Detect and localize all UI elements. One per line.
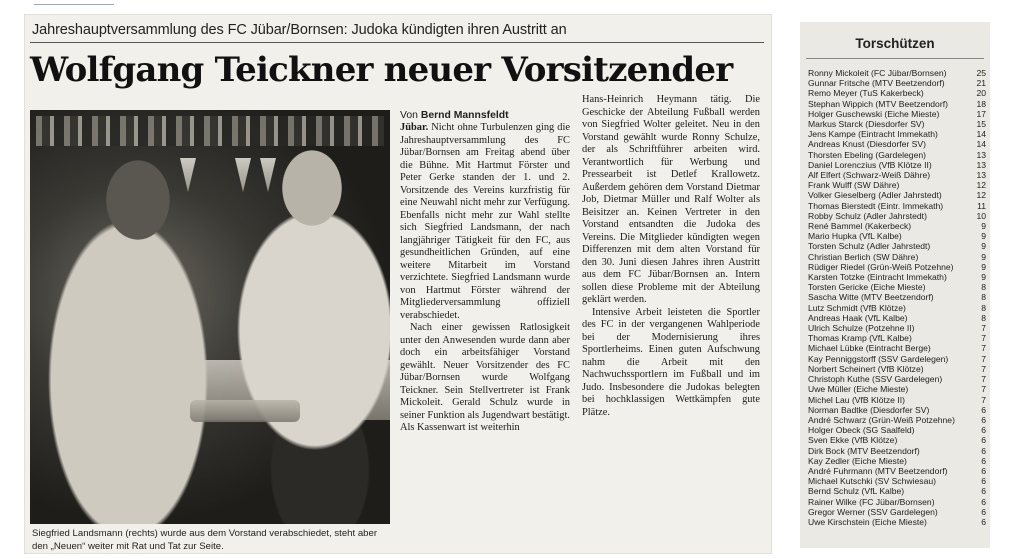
scorer-row [808,129,986,139]
scorer-row [808,221,986,231]
scorer-row [808,395,986,405]
scorer-row [808,150,986,160]
scorer-goals: 9 [981,241,986,252]
scorer-row [808,425,986,435]
scorer-goals: 13 [976,170,986,181]
scorer-name: Mario Hupka (VfL Kalbe) [808,231,902,242]
scorer-goals: 6 [981,476,986,487]
scorer-goals: 9 [981,251,986,262]
scorer-goals: 20 [976,88,986,99]
scorer-goals: 6 [981,445,986,456]
scorer-goals: 6 [981,425,986,436]
scorer-goals: 9 [981,221,986,232]
scorer-goals: 25 [976,68,986,78]
scorer-goals: 11 [977,200,986,211]
scorer-goals: 7 [981,343,986,354]
scorer-name: Thorsten Ebeling (Gardelegen) [808,149,926,160]
scorer-name: René Bammel (Kakerbeck) [808,221,912,232]
scorer-row [808,180,986,190]
scorer-goals: 8 [981,282,986,293]
scorer-row [808,435,986,445]
byline [400,110,509,121]
scorer-row [808,517,986,527]
scorer-goals: 6 [981,496,986,507]
scorer-goals: 6 [981,435,986,446]
scorers-title: Torschützen [855,36,935,51]
scorer-name: Sven Ekke (VfB Klötze) [808,435,898,446]
scorer-name: André Fuhrmann (MTV Beetzendorf) [808,465,948,476]
photo-caption: Siegfried Landsmann (rechts) wurde aus dem Vorstand verabschiedet, steht aber den „Neuen“ weiter mit Rat und Tat zur Seite. [32,528,378,552]
scorer-name: Rainer Wilke (FC Jübar/Bornsen) [808,496,935,507]
scorer-row [808,507,986,517]
scorer-name: Uwe Müller (Eiche Mieste) [808,384,909,395]
scorer-name: Bernd Schulz (VfL Kalbe) [808,486,905,497]
scorer-name: Markus Starck (Diesdorfer SV) [808,119,925,130]
scorer-row [808,354,986,364]
scorer-row [808,343,986,353]
article-paragraph: Nach einer gewissen Ratlosigkeit unter den Anwesenden wurde dann aber doch ein arbeitsfähiger Vorstand gewählt. Neuer Vorsitzender des FC Jübar/Bornsen wurde Wolfgang Teickner. Sein Stellvertreter ist Frank Mickoleit. Gerald Schulz wurde in seiner Funktion als Jugendwart bestätigt. Als Kassenwart ist weiterhin [400,322,570,433]
scorer-goals: 6 [981,455,986,466]
scorer-goals: 8 [981,292,986,303]
scorer-row [808,303,986,313]
scorer-goals: 8 [981,312,986,323]
scorer-name: Lutz Schmidt (VfB Klötze) [808,302,906,313]
scorer-name: Karsten Totzke (Eintracht Immekath) [808,272,947,283]
scorer-name: Andreas Knust (Diesdorfer SV) [808,139,926,150]
scorer-goals: 8 [981,302,986,313]
photo-person-right [220,140,390,524]
article-column-2 [582,94,760,419]
scorer-goals: 6 [981,486,986,497]
scorer-name: Christoph Kuthe (SSV Gardelegen) [808,374,943,385]
article-kicker: Jahreshauptversammlung des FC Jübar/Bornsen: Judoka kündigten ihren Austritt an [32,22,567,38]
scorer-name: Torsten Schulz (Adler Jahrstedt) [808,241,931,252]
article-paragraph: Hans-Heinrich Heymann tätig. Die Geschicke der Abteilung Fußball werden von Siegfried Wolter geleitet. Neu in den Vorstand gewählt wurde Ronny Schulze, der als Schriftführer arbeiten wird. Verantwortlich für Werbung und Pressearbeit ist Detlef Krallowetz. Außerdem gehören dem Vorstand Dietmar Job, Dietmar Müller und Ralf Wolter als Beisitzer an. Keinen Vertreter in den Vorstand entsandten die Judoka des Vereins. Die Mitglieder kündigten wegen Differenzen mit dem alten Vorstand für den 30. Juni diesen Jahres ihren Austritt aus dem FC Jübar/Bornsen an. Intern sollen diese Probleme mit der Abteilung geklärt werden. [582,94,760,305]
scorer-name: Frank Wulff (SW Dähre) [808,180,900,191]
scorer-name: Remo Meyer (TuS Kakerbeck) [808,88,924,99]
scorer-row [808,170,986,180]
scorer-row [808,139,986,149]
scorers-divider [806,58,984,59]
photo-handshake [190,400,300,422]
scorer-goals: 13 [976,149,986,160]
scorer-row [808,272,986,282]
scorer-name: Gunnar Fritsche (MTV Beetzendorf) [808,78,945,89]
scorer-name: Michael Kutschki (SV Schwiesau) [808,476,936,487]
scorer-goals: 17 [976,108,986,119]
byline-prefix: Von [400,110,418,121]
scorer-name: Daniel Lorenczius (VfB Klötze II) [808,159,932,170]
top-rule [34,4,114,5]
newspaper-article [24,14,772,554]
scorer-goals: 7 [981,363,986,374]
article-photo [30,110,390,524]
scorer-goals: 7 [981,384,986,395]
scorer-goals: 14 [976,139,986,150]
scorer-row [808,486,986,496]
scorer-name: Michel Lau (VfB Klötze II) [808,394,905,405]
scorer-row [808,241,986,251]
scorer-row [808,456,986,466]
scorer-row [808,68,986,78]
scorer-goals: 6 [981,465,986,476]
scorer-goals: 9 [981,231,986,242]
scorer-row [808,446,986,456]
scorer-row [808,211,986,221]
scorer-goals: 15 [976,119,986,130]
scorer-goals: 6 [981,516,986,527]
dateline: Jübar. [400,122,429,133]
scorer-goals: 7 [981,333,986,344]
scorer-goals: 7 [981,394,986,405]
scorer-row [808,262,986,272]
article-headline: Wolfgang Teickner neuer Vorsitzender [30,50,733,90]
scorer-goals: 12 [976,180,986,191]
photo-person-left [48,150,208,524]
scorer-goals: 7 [981,353,986,364]
scorer-row [808,384,986,394]
scorer-row [808,119,986,129]
scorer-row [808,405,986,415]
article-paragraph [400,122,570,322]
scorer-row [808,282,986,292]
scorer-row [808,231,986,241]
scorer-name: Uwe Kirschstein (Eiche Mieste) [808,516,927,527]
scorer-row [808,333,986,343]
scorer-name: Ulrich Schulze (Potzehne II) [808,323,915,334]
scorer-name: Rüdiger Riedel (Grün-Weiß Potzehne) [808,261,954,272]
scorer-name: Thomas Kramp (VfL Kalbe) [808,333,912,344]
scorer-name: Jens Kampe (Eintracht Immekath) [808,129,938,140]
scorer-name: Christian Berlich (SW Dähre) [808,251,919,262]
scorer-goals: 13 [976,159,986,170]
scorer-name: Robby Schulz (Adler Jahrstedt) [808,210,927,221]
scorer-goals: 18 [976,98,986,109]
scorer-name: Dirk Bock (MTV Beetzendorf) [808,445,920,456]
scorer-name: Michael Lübke (Eintracht Berge) [808,343,931,354]
scorer-row [808,476,986,486]
scorer-goals: 6 [981,414,986,425]
scorer-name: Holger Guschewski (Eiche Mieste) [808,108,940,119]
scorers-list [808,68,986,527]
scorer-row [808,252,986,262]
scorer-name: André Schwarz (Grün-Weiß Potzehne) [808,414,955,425]
scorer-goals: 6 [981,506,986,517]
article-column-1 [400,122,570,435]
scorers-box [800,22,990,548]
article-paragraph: Intensive Arbeit leisteten die Sportler des FC in der vergangenen Wahlperiode bei der Modernisierung ihres Sportlerheims. Einen guten Aufschwung nahm die Arbeit mit den Nachwuchssportlern im Fußball und im Judo. Insbesondere die Judokas belegten bei hochklassigen Wettkämpfen gute Plätze. [582,306,760,418]
scorer-name: Thomas Bierstedt (Eintr. Immekath) [808,200,944,211]
scorer-goals: 21 [976,78,986,89]
scorer-row [808,323,986,333]
scorer-row [808,160,986,170]
scorer-row [808,99,986,109]
scorer-name: Kay Penniggstorff (SSV Gardelegen) [808,353,949,364]
scorer-name: Gregor Werner (SSV Gardelegen) [808,506,938,517]
scorer-row [808,88,986,98]
scorer-name: Alf Elfert (Schwarz-Weiß Dähre) [808,170,931,181]
scorer-row [808,190,986,200]
scorer-row [808,466,986,476]
scorer-row [808,201,986,211]
scorer-goals: 10 [976,210,986,221]
scorer-goals: 6 [981,404,986,415]
scorer-name: Norman Badtke (Diesdorfer SV) [808,404,930,415]
scorer-row [808,292,986,302]
scorer-name: Stephan Wippich (MTV Beetzendorf) [808,98,948,109]
scorer-row [808,415,986,425]
scorer-name: Sascha Witte (MTV Beetzendorf) [808,292,934,303]
scorer-row [808,109,986,119]
byline-author: Bernd Mannsfeldt [420,110,509,121]
scorer-name: Volker Gieselberg (Adler Jahrstedt) [808,190,942,201]
kicker-divider [30,42,764,43]
scorer-row [808,374,986,384]
scorer-goals: 9 [981,272,986,283]
scorer-name: Torsten Gericke (Eiche Mieste) [808,282,926,293]
scorer-goals: 9 [981,261,986,272]
scorer-goals: 12 [976,190,986,201]
scorer-goals: 7 [981,323,986,334]
scorer-name: Norbert Scheinert (VfB Klötze) [808,363,924,374]
scorer-name: Andreas Haak (VfL Kalbe) [808,312,908,323]
scorer-row [808,497,986,507]
scorer-name: Ronny Mickoleit (FC Jübar/Bornsen) [808,68,947,78]
scorer-goals: 14 [976,129,986,140]
scorer-row [808,78,986,88]
scorer-row [808,364,986,374]
paragraph-text: Nicht ohne Turbulenzen ging die Jahreshauptversammlung des FC Jübar/Bornsen am Freitag abend über die Bühne. Mit Hartmut Förster und Peter Gerke standen der 1. und 2. Vorsitzende des Vereins kurzfristig für eine Neuwahl nicht mehr zur Verfügung. Ebenfalls nicht mehr zur Wahl stellte sich Siegfried Landsmann, der nach langjähriger Tätigkeit für den FC, aus gesundheitlichen Gründen, auf eine weitere Mitarbeit im Vorstand verzichtete. Siegfried Landsmann wurde von Hartmut Förster während der Mitgliederversammlung offiziell verabschiedet. [400,122,570,321]
scorer-row [808,313,986,323]
scorer-name: Kay Zedler (Eiche Mieste) [808,455,907,466]
scorer-name: Holger Obeck (SG Saalfeld) [808,425,915,436]
scorer-goals: 7 [981,374,986,385]
